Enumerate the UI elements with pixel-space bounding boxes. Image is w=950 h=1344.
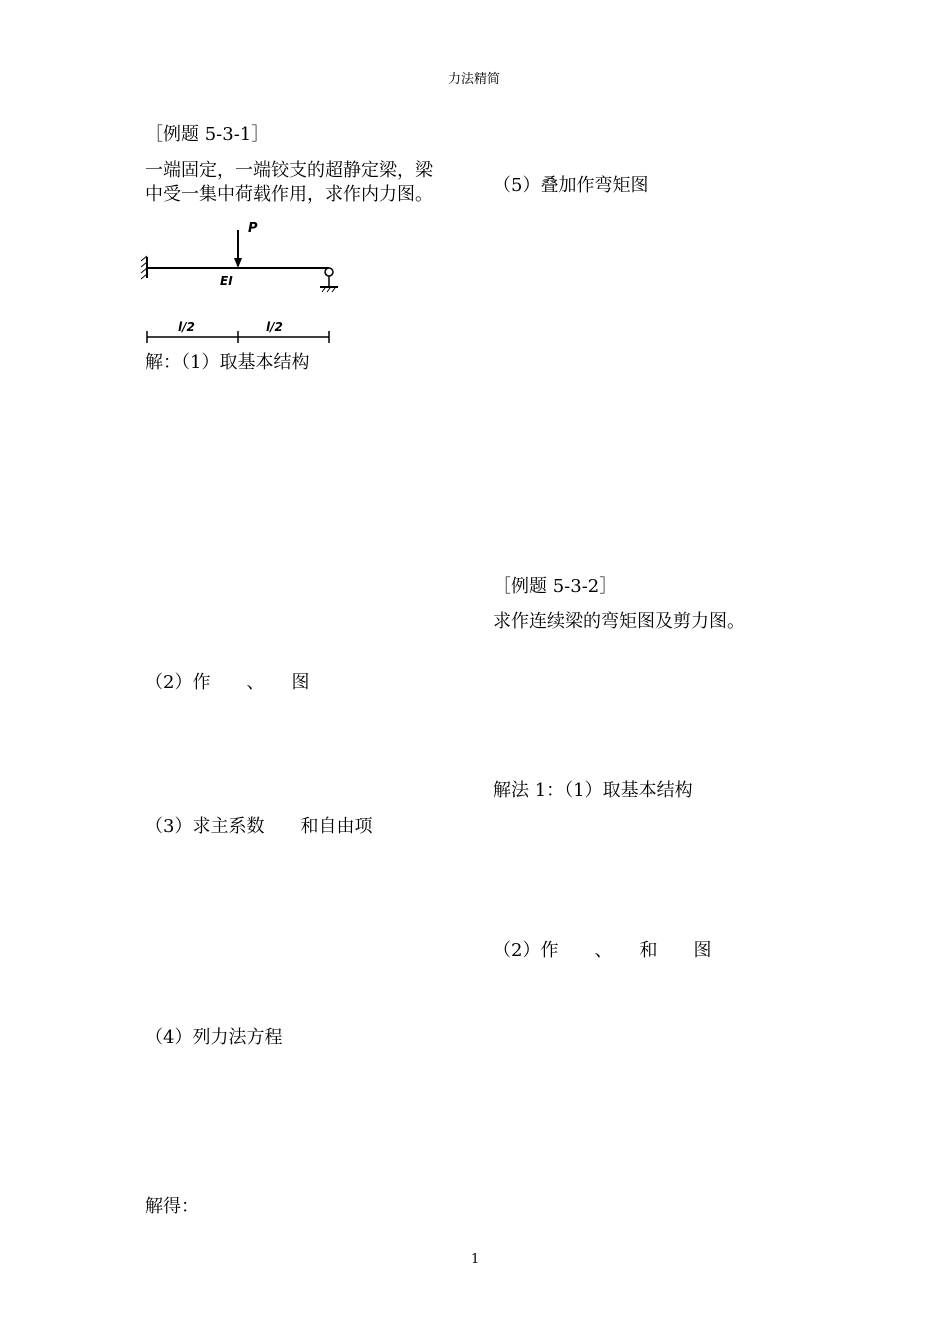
solution-step-3: （3）求主系数 和自由项 <box>145 816 373 837</box>
method1-step-2: （2）作 、 和 图 <box>493 940 712 961</box>
solution-step-2: （2）作 、 图 <box>145 672 310 693</box>
page-header-title: 力法精简 <box>448 72 501 87</box>
solution-step-1: 解：（1）取基本结构 <box>145 352 310 373</box>
beam-figure <box>140 212 350 347</box>
dimension-right-label: l/2 <box>266 320 283 334</box>
problem-text-line-2: 中受一集中荷载作用，求作内力图。 <box>145 184 433 205</box>
problem-text-line-1: 一端固定，一端铰支的超静定梁，梁 <box>145 160 433 181</box>
example2-problem-text: 求作连续梁的弯矩图及剪力图。 <box>493 611 745 632</box>
load-label: P <box>248 221 258 236</box>
method1-step-1: 解法 1：（1）取基本结构 <box>493 780 693 801</box>
example-title-5-3-1: ［例题 5-3-1］ <box>145 124 270 145</box>
example-title-5-3-2: ［例题 5-3-2］ <box>493 576 618 597</box>
dimension-left-label: l/2 <box>178 320 195 334</box>
solution-step-5: （5）叠加作弯矩图 <box>493 175 649 196</box>
stiffness-label: EI <box>220 274 233 288</box>
solution-step-4: （4）列力法方程 <box>145 1027 283 1048</box>
solution-result: 解得： <box>145 1196 199 1217</box>
pin-support <box>325 268 333 276</box>
page-number: 1 <box>471 1252 480 1267</box>
